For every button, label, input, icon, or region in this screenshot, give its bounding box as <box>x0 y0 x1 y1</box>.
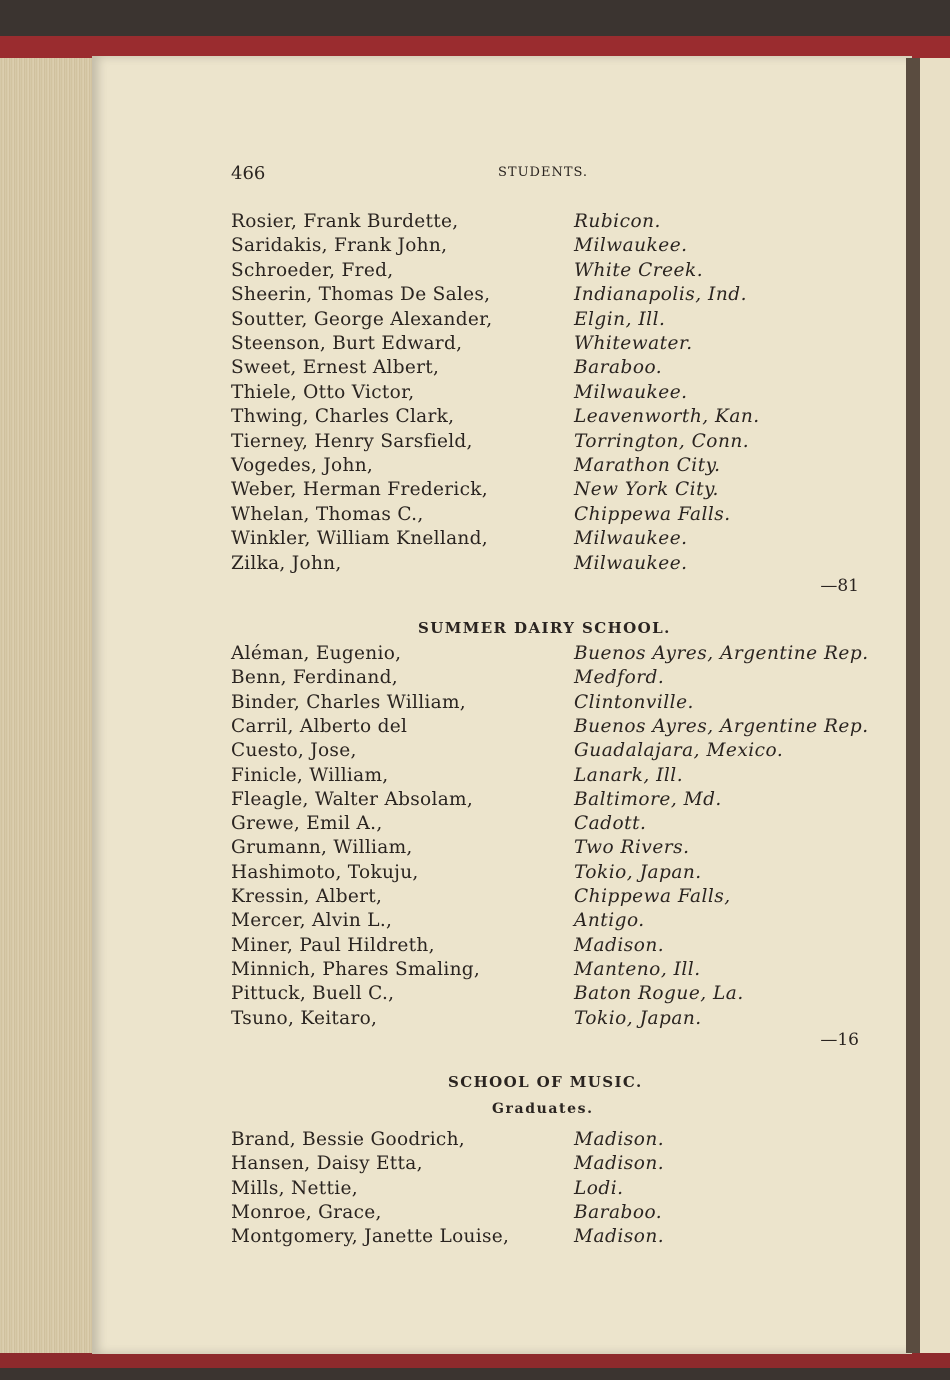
student-name: Saridakis, Frank John, <box>231 235 448 257</box>
list-item <box>0 211 950 235</box>
student-name: Kressin, Albert, <box>231 886 383 907</box>
student-name: Weber, Herman Frederick, <box>231 479 488 501</box>
page-header <box>0 163 950 185</box>
student-name: Hansen, Daisy Etta, <box>231 1153 423 1175</box>
section-total: —16 <box>820 1030 859 1050</box>
student-place: Madison. <box>574 1153 665 1175</box>
list-item <box>0 716 950 740</box>
student-name: Montgomery, Janette Louise, <box>231 1226 510 1248</box>
student-place: Leavenworth, Kan. <box>574 406 760 428</box>
student-place: Madison. <box>574 1226 665 1248</box>
student-place: Elgin, Ill. <box>574 308 666 330</box>
list-item <box>0 667 950 691</box>
list-item <box>0 553 950 577</box>
list-item <box>0 983 950 1007</box>
list-item <box>0 935 950 959</box>
list-item <box>0 1129 950 1153</box>
list-item <box>0 765 950 789</box>
student-place: Milwaukee. <box>574 235 688 257</box>
list-item <box>0 1178 950 1202</box>
student-place: Lodi. <box>574 1177 624 1199</box>
student-name: Carril, Alberto del <box>231 715 408 737</box>
running-head: STUDENTS. <box>498 165 589 180</box>
list-item <box>0 740 950 764</box>
section-total: —81 <box>820 576 859 596</box>
student-place: Rubicon. <box>574 211 661 232</box>
list-item <box>0 260 950 284</box>
student-place: Lanark, Ill. <box>574 764 684 786</box>
list-item <box>0 528 950 552</box>
list-item <box>0 382 950 406</box>
student-place: Milwaukee. <box>574 381 688 403</box>
graduates-subtitle: Graduates. <box>492 1101 594 1117</box>
student-place: Marathon City. <box>574 455 721 476</box>
student-name: Miner, Paul Hildreth, <box>231 934 435 956</box>
student-place: Two Rivers. <box>574 837 690 859</box>
student-name: Hashimoto, Tokuju, <box>231 861 419 883</box>
student-place: Chippewa Falls, <box>574 886 731 907</box>
list-item <box>0 504 950 528</box>
student-name: Brand, Bessie Goodrich, <box>231 1129 465 1150</box>
student-name: Grumann, William, <box>231 837 413 859</box>
student-place: Chippewa Falls. <box>574 503 731 525</box>
student-name: Aléman, Eugenio, <box>231 643 402 664</box>
student-place: Manteno, Ill. <box>574 958 701 980</box>
student-name: Soutter, George Alexander, <box>231 308 493 330</box>
student-name: Finicle, William, <box>231 764 389 786</box>
student-name: Monroe, Grace, <box>231 1201 382 1223</box>
student-name: Cuesto, Jose, <box>231 740 357 762</box>
student-place: Tokio, Japan. <box>574 1007 702 1029</box>
student-place: Indianapolis, Ind. <box>574 284 747 306</box>
list-item <box>0 309 950 333</box>
student-place: Clintonville. <box>574 691 694 713</box>
list-item <box>0 837 950 861</box>
student-name: Mercer, Alvin L., <box>231 910 393 932</box>
list-item <box>0 886 950 910</box>
student-place: Medford. <box>574 667 665 689</box>
student-name: Tierney, Henry Sarsfield, <box>231 430 473 452</box>
student-name: Benn, Ferdinand, <box>231 667 398 689</box>
list-item <box>0 959 950 983</box>
list-item <box>0 910 950 934</box>
student-place: Baltimore, Md. <box>574 788 722 810</box>
student-place: Madison. <box>574 1129 665 1150</box>
list-item <box>0 643 950 667</box>
student-name: Schroeder, Fred, <box>231 259 394 281</box>
student-name: Pittuck, Buell C., <box>231 983 395 1005</box>
list-item <box>0 692 950 716</box>
student-place: Madison. <box>574 934 665 956</box>
student-place: Whitewater. <box>574 333 693 354</box>
student-name: Fleagle, Walter Absolam, <box>231 788 474 810</box>
student-place: White Creek. <box>574 259 704 281</box>
student-name: Grewe, Emil A., <box>231 813 383 835</box>
list-item <box>0 1008 950 1032</box>
student-place: New York City. <box>574 479 719 501</box>
student-place: Milwaukee. <box>574 528 688 550</box>
student-place: Antigo. <box>574 910 645 932</box>
student-name: Rosier, Frank Burdette, <box>231 211 459 232</box>
list-item <box>0 357 950 381</box>
list-item <box>0 235 950 259</box>
school-of-music-title: SCHOOL OF MUSIC. <box>448 1073 643 1091</box>
student-name: Minnich, Phares Smaling, <box>231 958 481 980</box>
student-name: Zilka, John, <box>231 552 342 574</box>
student-place: Buenos Ayres, Argentine Rep. <box>574 643 869 664</box>
student-place: Cadott. <box>574 813 647 835</box>
student-name: Whelan, Thomas C., <box>231 503 424 525</box>
student-place: Torrington, Conn. <box>574 430 750 452</box>
student-name: Binder, Charles William, <box>231 691 466 713</box>
student-place: Tokio, Japan. <box>574 861 702 883</box>
list-item <box>0 789 950 813</box>
list-item <box>0 813 950 837</box>
list-item <box>0 455 950 479</box>
student-place: Milwaukee. <box>574 552 688 574</box>
list-item <box>0 1153 950 1177</box>
page-number: 466 <box>231 163 266 184</box>
list-item <box>0 479 950 503</box>
list-item <box>0 1202 950 1226</box>
student-name: Steenson, Burt Edward, <box>231 333 463 354</box>
student-name: Mills, Nettie, <box>231 1177 358 1199</box>
list-item <box>0 862 950 886</box>
student-place: Buenos Ayres, Argentine Rep. <box>574 715 869 737</box>
student-name: Thiele, Otto Victor, <box>231 381 415 403</box>
student-place: Baton Rogue, La. <box>574 983 744 1005</box>
student-name: Winkler, William Knelland, <box>231 528 488 550</box>
student-name: Tsuno, Keitaro, <box>231 1007 378 1029</box>
list-item <box>0 406 950 430</box>
student-name: Vogedes, John, <box>231 455 374 476</box>
summer-dairy-school-title: SUMMER DAIRY SCHOOL. <box>418 619 671 637</box>
student-place: Baraboo. <box>574 357 663 379</box>
list-item <box>0 1226 950 1250</box>
list-item <box>0 333 950 357</box>
list-item <box>0 431 950 455</box>
student-place: Guadalajara, Mexico. <box>574 740 784 762</box>
student-name: Sweet, Ernest Albert, <box>231 357 440 379</box>
student-name: Sheerin, Thomas De Sales, <box>231 284 491 306</box>
student-place: Baraboo. <box>574 1201 663 1223</box>
list-item <box>0 284 950 308</box>
student-name: Thwing, Charles Clark, <box>231 406 455 428</box>
